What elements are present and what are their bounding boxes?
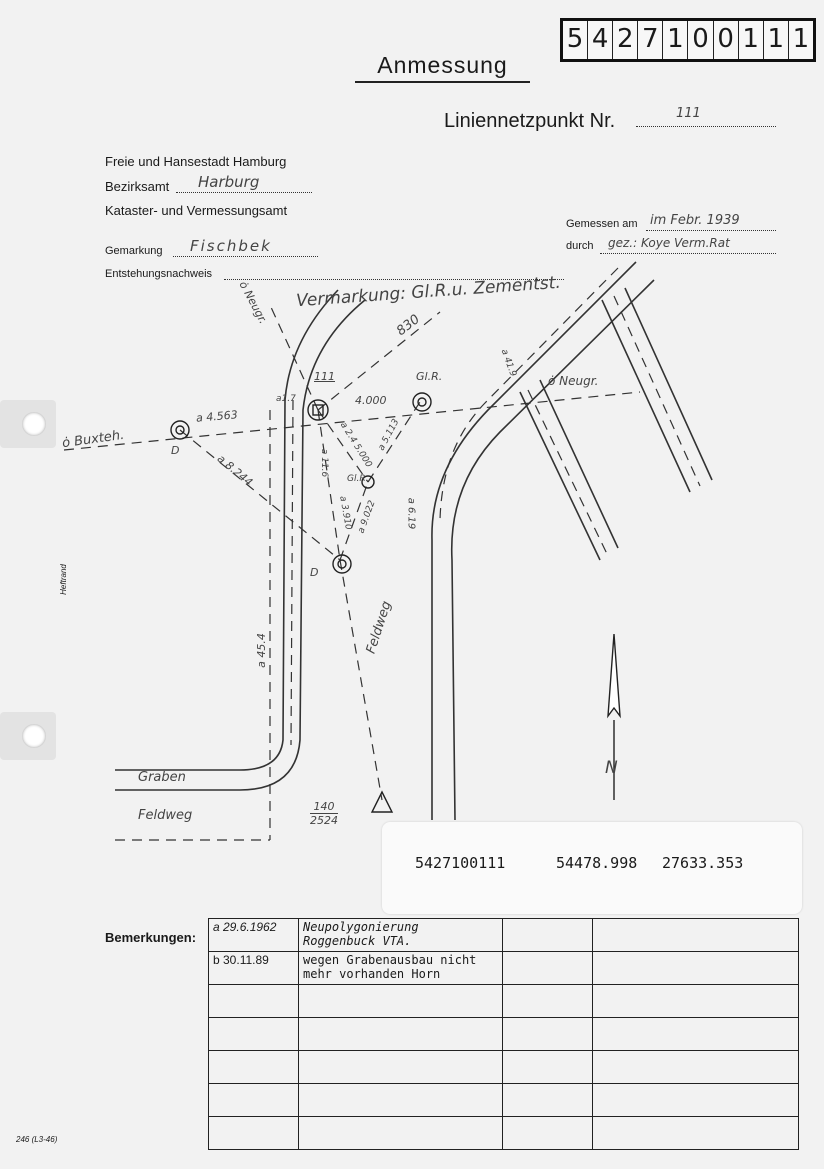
heftrand-label: Heftrand: [58, 564, 68, 595]
remarks-row: [209, 1084, 799, 1117]
gemessen-label: Gemessen am: [566, 218, 638, 230]
point-label: Liniennetzpunkt Nr.: [444, 110, 616, 132]
coord-x: 54478.998: [556, 854, 638, 872]
measure-619: a 6.19: [405, 497, 417, 530]
measure-3910: a 3.910: [337, 495, 353, 531]
remarks-cell: [299, 985, 503, 1018]
remarks-cell: [503, 1018, 593, 1051]
remarks-cell: [209, 985, 299, 1018]
remarks-row: [209, 952, 799, 985]
measure-4563: a 4.563: [195, 408, 239, 425]
authority-line1: Freie und Hansestadt Hamburg: [105, 154, 287, 169]
remarks-cell: [593, 1084, 799, 1117]
authority-line3: Kataster- und Vermessungsamt: [105, 203, 288, 218]
feldweg-diagonal-label: Feldweg: [363, 599, 395, 656]
coordinate-card: [382, 822, 802, 914]
id-digit: 1: [792, 24, 810, 54]
remarks-cell: wegen Grabenausbau nicht mehr vorhanden Horn: [299, 952, 503, 985]
measure-116: a 11.6: [319, 448, 330, 478]
remarks-label: Bemerkungen:: [105, 930, 197, 945]
remarks-cell: [299, 1117, 503, 1150]
id-digit: 4: [588, 21, 613, 59]
remarks-cell: Neupolygonierung Roggenbuck VTA.: [299, 919, 503, 952]
durch-value: gez.: Koye Verm.Rat: [608, 236, 730, 250]
remarks-cell: [593, 1117, 799, 1150]
remarks-cell: [593, 1051, 799, 1084]
id-digit: 7: [638, 21, 663, 59]
glr-top-label: Gl.R.: [416, 370, 443, 383]
remarks-cell: [503, 1084, 593, 1117]
measure-454: a 45.4: [254, 633, 268, 668]
gemessen-value: im Febr. 1939: [650, 213, 740, 228]
durch-label: durch: [566, 240, 594, 252]
remarks-cell: [299, 1084, 503, 1117]
gemarkung-label: Gemarkung: [105, 245, 163, 257]
glr-mid-label: Gl.R.: [347, 474, 369, 484]
remarks-cell: [503, 952, 593, 985]
graben-label: Graben: [138, 770, 186, 785]
feldweg-bottom-label: Feldweg: [138, 808, 193, 823]
remarks-cell: [299, 1051, 503, 1084]
remarks-cell: b 30.11.89: [209, 952, 299, 985]
remarks-cell: [503, 919, 593, 952]
neugraben-top-label: ȯ Neugr.: [236, 279, 270, 326]
trig-point-numerator: 140: [310, 800, 338, 814]
remarks-row: [209, 1018, 799, 1051]
remarks-row: [209, 985, 799, 1018]
trig-point-number: [310, 800, 338, 827]
remarks-cell: a 29.6.1962: [209, 919, 299, 952]
north-label: N: [605, 758, 618, 778]
measure-2-4-5000: a 2.4 5.000: [337, 420, 374, 470]
entstehung-label: Entstehungsnachweis: [105, 268, 213, 280]
id-digit: 2: [613, 21, 638, 59]
point-111-label: 111: [314, 370, 335, 383]
remarks-row: [209, 919, 799, 952]
id-digit: 1: [764, 21, 789, 59]
marker-d-mid: D: [310, 566, 319, 579]
bezirksamt-label: Bezirksamt: [105, 179, 170, 194]
coord-id: 5427100111: [415, 854, 506, 872]
measure-8244: a 8.244: [214, 452, 256, 489]
remarks-cell: [209, 1051, 299, 1084]
coord-y: 27633.353: [662, 854, 744, 872]
remarks-cell: [503, 1051, 593, 1084]
id-digit: 0: [688, 21, 713, 59]
measure-41-9: a 41.9: [498, 347, 518, 379]
bezirksamt-value: Harburg: [198, 173, 260, 191]
remarks-cell: [209, 1084, 299, 1117]
remarks-cell: [299, 1018, 503, 1051]
buxtehude-label: ȯ Buxteh.: [61, 427, 126, 452]
remarks-cell: [593, 1018, 799, 1051]
remarks-table: [208, 918, 799, 1150]
remarks-cell: [503, 1117, 593, 1150]
page-title: Anmessung: [355, 52, 530, 83]
remarks-cell: [503, 985, 593, 1018]
point-number-value: 111: [676, 106, 701, 121]
remarks-cell: [593, 919, 799, 952]
remarks-cell: [593, 952, 799, 985]
id-digit: 1: [739, 21, 764, 59]
gemarkung-value: Fischbek: [190, 237, 272, 255]
remarks-cell: [593, 985, 799, 1018]
vermarkung-label: Vermarkung: Gl.R.u. Zementst.: [295, 272, 562, 312]
id-digit: 5: [563, 21, 588, 59]
measure-4000: 4.000: [355, 394, 387, 407]
remarks-cell: [209, 1117, 299, 1150]
id-digit: 0: [714, 21, 739, 59]
trig-point-denominator: 2524: [310, 814, 338, 827]
marker-d-left: D: [171, 444, 180, 457]
remarks-row: [209, 1117, 799, 1150]
measure-a17: a1.7: [276, 394, 296, 404]
remarks-cell: [209, 1018, 299, 1051]
measure-9022: a 9.022: [356, 499, 378, 535]
distance-830: 830: [394, 311, 423, 340]
remarks-row: [209, 1051, 799, 1084]
id-digit: 1: [663, 21, 688, 59]
neugraben-right-label: ȯ Neugr.: [548, 374, 599, 388]
measure-5113: a 5.113: [376, 417, 402, 453]
form-number: 246 (L3-46): [16, 1135, 58, 1144]
